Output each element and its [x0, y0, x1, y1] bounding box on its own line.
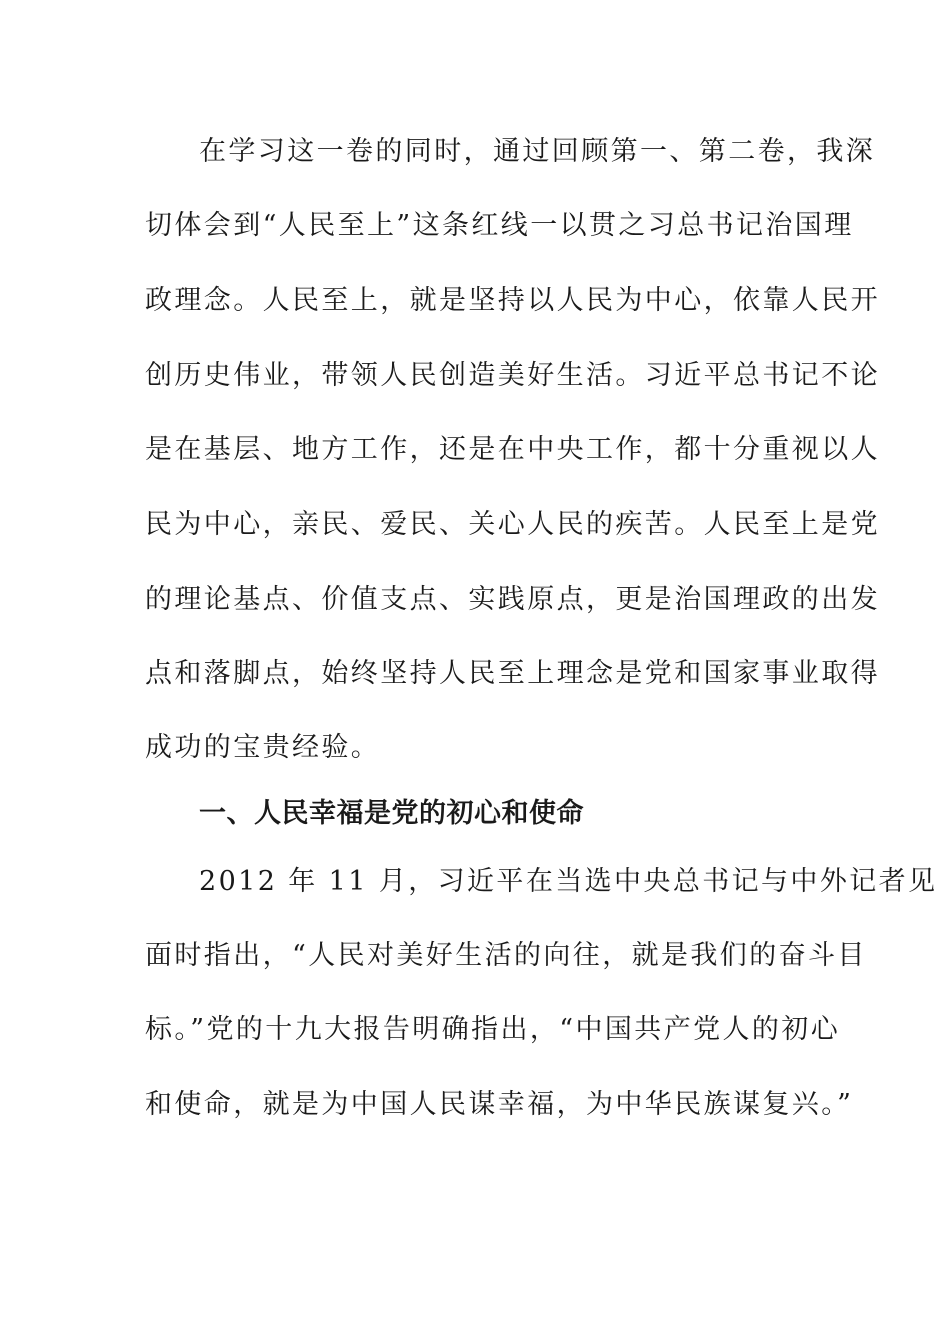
paragraph-2-line-3: 标。”党的十九大报告明确指出，“中国共产党人的初心	[145, 1014, 841, 1045]
paragraph-1-line-5: 是在基层、地方工作，还是在中央工作，都十分重视以人	[145, 434, 880, 465]
paragraph-1-line-6: 民为中心，亲民、爱民、关心人民的疾苦。人民至上是党	[145, 509, 880, 540]
paragraph-1-line-2: 切体会到“人民至上”这条红线一以贯之习总书记治国理	[145, 210, 854, 241]
paragraph-1-line-1: 在学习这一卷的同时，通过回顾第一、第二卷，我深	[199, 136, 876, 167]
paragraph-1-line-3: 政理念。人民至上，就是坚持以人民为中心，依靠人民开	[145, 285, 880, 316]
section-heading: 一、人民幸福是党的初心和使命	[199, 798, 584, 829]
paragraph-2-line-2: 面时指出，“人民对美好生活的向往，就是我们的奋斗目	[145, 940, 867, 971]
paragraph-2-line-4: 和使命，就是为中国人民谋幸福，为中华民族谋复兴。”	[145, 1089, 854, 1120]
paragraph-1-line-8: 点和落脚点，始终坚持人民至上理念是党和国家事业取得	[145, 658, 880, 689]
paragraph-1-line-7: 的理论基点、价值支点、实践原点，更是治国理政的出发	[145, 584, 880, 615]
paragraph-1-line-9: 成功的宝贵经验。	[145, 732, 381, 763]
paragraph-1-line-4: 创历史伟业，带领人民创造美好生活。习近平总书记不论	[145, 360, 880, 391]
paragraph-2-line-1: 2012 年 11 月，习近平在当选中央总书记与中外记者见	[199, 866, 938, 897]
